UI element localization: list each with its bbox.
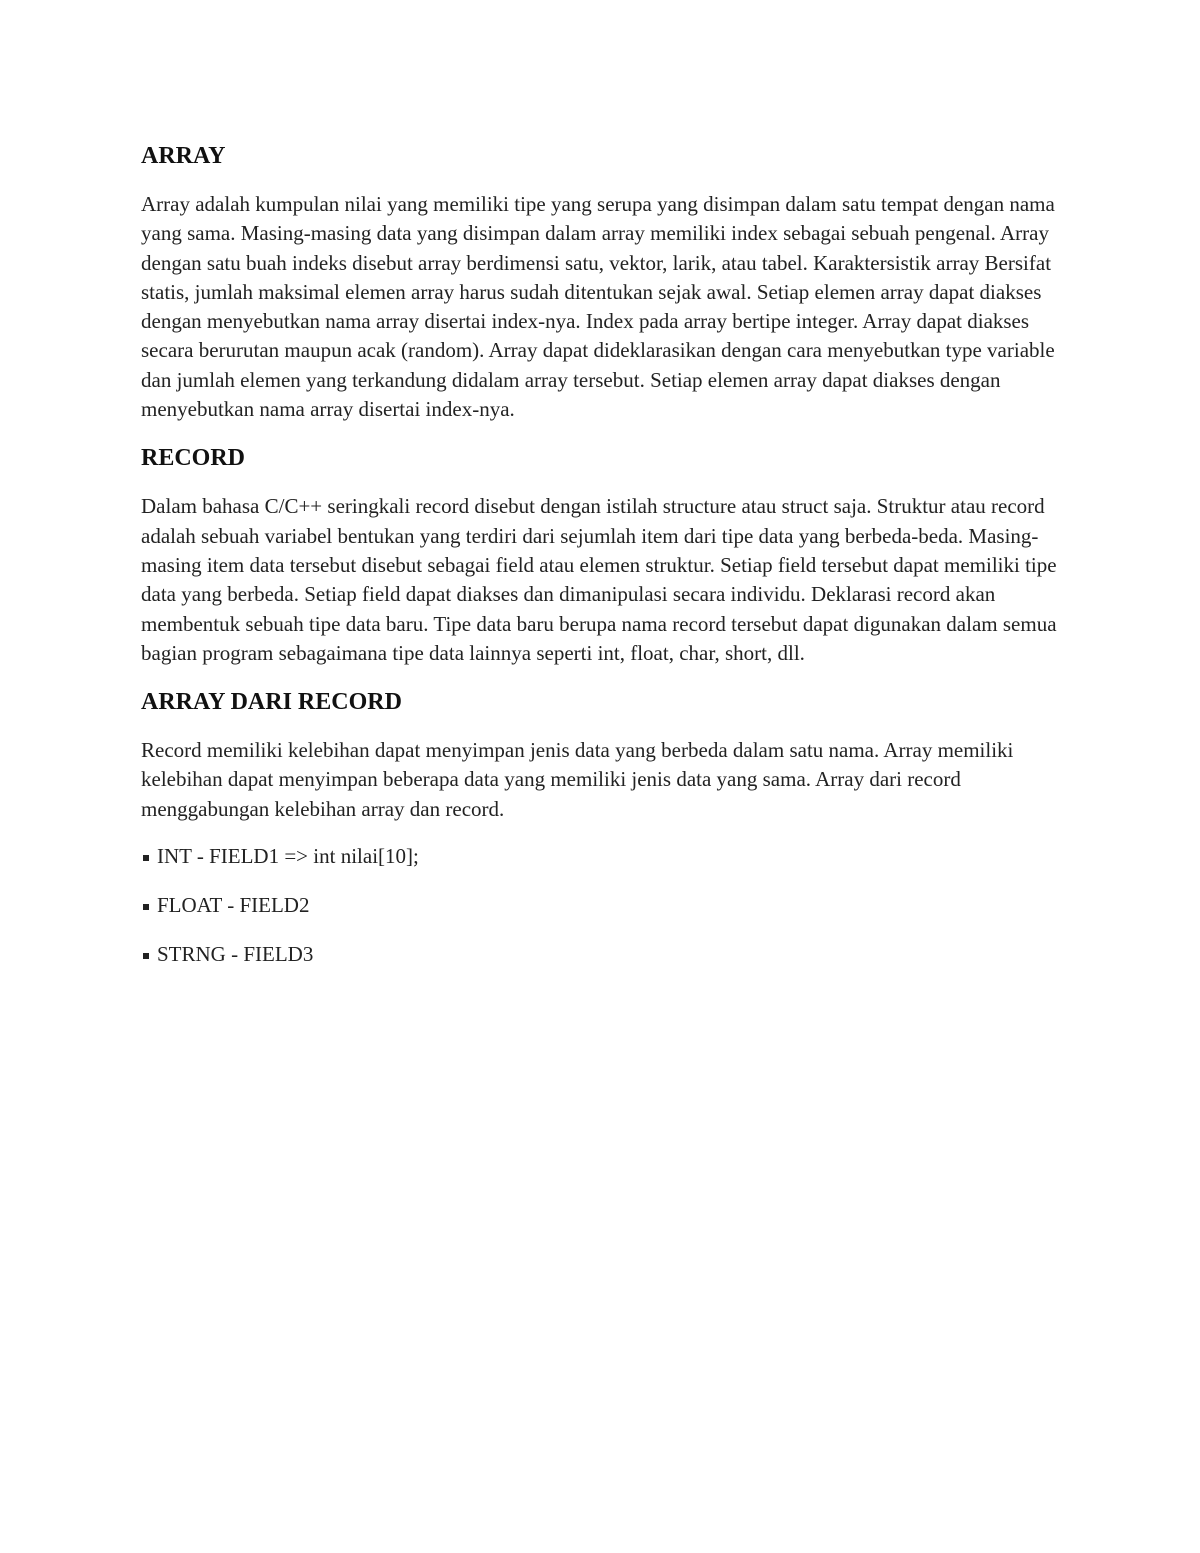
list-item-text: INT - FIELD1 => int nilai[10]; [157,844,419,869]
list-item [141,891,1061,920]
section-heading: RECORD [141,445,246,472]
section-paragraph: Record memiliki kelebihan dapat menyimpan jenis data yang berbeda dalam satu nama. Array memiliki kelebihan dapat menyimpan beberapa data yang memiliki jenis data yang sama. Array dari record menggabungan kelebihan array dan record. [141,738,1014,821]
list-item [141,842,1061,871]
section-array-dari-record [141,686,1061,824]
list-item [141,940,1061,969]
section-paragraph: Array adalah kumpulan nilai yang memiliki tipe yang serupa yang disimpan dalam satu tempat dengan nama yang sama. Masing-masing data yang disimpan dalam array memiliki index sebagai sebuah pengenal. Array dengan satu buah indeks disebut array berdimensi satu, vektor, larik, atau tabel. Karaktersistik array Bersifat statis, jumlah maksimal elemen array harus sudah ditentukan sejak awal. Setiap elemen array dapat diakses dengan menyebutkan nama array disertai index-nya. Index pada array bertipe integer. Array dapat diakses secara berurutan maupun acak (random). Array dapat dideklarasikan dengan cara menyebutkan type variable dan jumlah elemen yang terkandung didalam array tersebut. Setiap elemen array dapat diakses dengan menyebutkan nama array disertai index-nya. [141,192,1055,422]
bullet-list [141,842,1061,969]
section-heading: ARRAY [141,143,226,169]
square-bullet-icon [143,855,149,861]
list-item-text: FLOAT - FIELD2 [157,893,310,918]
square-bullet-icon [143,953,149,959]
section-array [141,140,1061,424]
document-content [141,140,1061,989]
section-heading: ARRAY DARI RECORD [141,689,402,716]
section-paragraph: Dalam bahasa C/C++ seringkali record disebut dengan istilah structure atau struct saja. Struktur atau record adalah sebuah variabel bentukan yang terdiri dari sejumlah item dari tipe data yang berbeda-beda. Masing-masing item data tersebut disebut sebagai field atau elemen struktur. Setiap field tersebut dapat memiliki tipe data yang berbeda. Setiap field dapat diakses dan dimanipulasi secara individu. Deklarasi record akan membentuk sebuah tipe data baru. Tipe data baru berupa nama record tersebut dapat digunakan dalam semua bagian program sebagaimana tipe data lainnya seperti int, float, char, short, dll. [141,494,1057,665]
list-item-text: STRNG - FIELD3 [157,942,314,967]
section-record [141,442,1061,668]
square-bullet-icon [143,904,149,910]
